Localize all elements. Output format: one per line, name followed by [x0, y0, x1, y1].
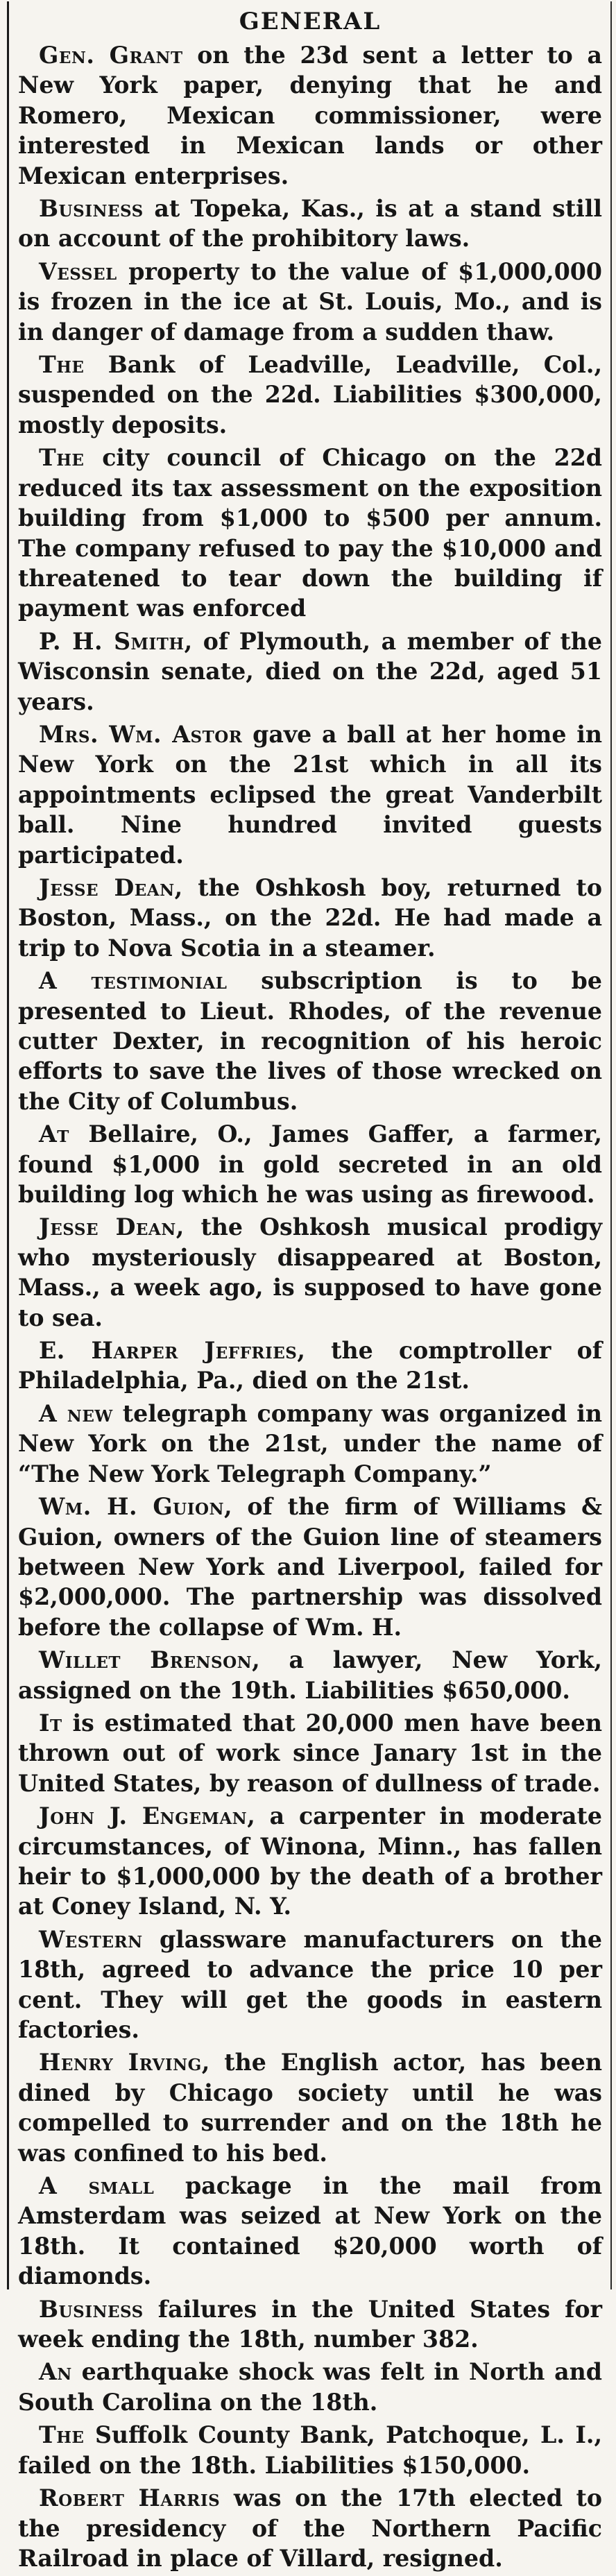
- column-rule-left: [7, 1, 9, 2289]
- item-lead: Gen. Grant: [39, 42, 183, 69]
- item-text: earthquake shock was felt in North and South Carolina on the 18th.: [18, 2358, 602, 2416]
- news-item: [18, 1708, 602, 1798]
- item-lead: Wm. H. Guion: [39, 1493, 225, 1521]
- news-item: [18, 2483, 602, 2573]
- news-item: [18, 1492, 602, 1642]
- item-lead: The: [39, 351, 85, 379]
- item-lead: The: [39, 444, 85, 472]
- news-item: [18, 873, 602, 963]
- item-lead: Vessel: [39, 257, 117, 285]
- news-item: [18, 2357, 602, 2417]
- news-item: [18, 966, 602, 1116]
- item-text: , of Plymouth, a member of the Wisconsin senate, died on the 22d, aged 51 years.: [18, 627, 602, 715]
- item-lead: John J. Engeman: [39, 1802, 248, 1830]
- news-item: [18, 194, 602, 254]
- news-item: [18, 1119, 602, 1209]
- news-item: [18, 443, 602, 623]
- item-lead: An: [39, 2358, 72, 2386]
- item-text: Suffolk County Bank, Patchoque, L. I., failed on the 18th. Liabilities $150,000.: [18, 2421, 602, 2479]
- item-text: failures in the United States for week ending the 18th, number 382.: [18, 2295, 602, 2353]
- item-text: package in the mail from Amsterdam was seized at New York on the 18th. It contained $20,000 worth of diamonds.: [18, 2172, 602, 2290]
- item-lead: A small: [39, 2172, 155, 2200]
- item-lead: Business: [39, 2295, 144, 2323]
- item-text: , of the firm of Williams & Guion, owners of the Guion line of steamers between New York and Liverpool, failed for $2,000,000. The partnership was dissolved before the collapse of Wm. H.: [18, 1493, 602, 1641]
- item-text: , the comptroller of Philadelphia, Pa., died on the 21st.: [18, 1337, 602, 1394]
- news-item: [18, 1645, 602, 1705]
- item-text: gave a ball at her home in New York on the 21st which in all its appointments eclipsed the great Vanderbilt ball. Nine hundred invited guests participated.: [18, 720, 602, 869]
- item-lead: At: [39, 1120, 69, 1148]
- item-text: , a lawyer, New York, assigned on the 19th. Liabilities $650,000.: [18, 1646, 602, 1704]
- news-item: [18, 2171, 602, 2292]
- section-heading: GENERAL: [239, 8, 382, 35]
- news-item: [18, 1212, 602, 1333]
- item-text: , a carpenter in moderate circumstances, of Winona, Minn., has fallen heir to $1,000,000 by the death of a brother at Coney Island, N. Y.: [18, 1802, 602, 1920]
- news-item: [18, 626, 602, 717]
- item-lead: E. Harper Jeffries: [39, 1337, 298, 1365]
- item-text: Bank of Leadville, Leadville, Col., suspended on the 22d. Liabilities $300,000, mostly deposits.: [18, 351, 602, 438]
- item-text: telegraph company was organized in New York on the 21st, under the name of “The New York Telegraph Company.”: [18, 1399, 602, 1487]
- item-lead: It: [39, 1709, 62, 1737]
- news-item: [18, 1925, 602, 2045]
- item-text: city council of Chicago on the 22d reduced its tax assessment on the exposition building from $1,000 to $500 per annum. The company refused to pay the $10,000 and threatened to tear down the building if payment was enforced: [18, 444, 602, 622]
- item-lead: P. H. Smith: [39, 627, 185, 655]
- news-item: [18, 1801, 602, 1922]
- item-text: on the 23d sent a letter to a New York paper, denying that he and Romero, Mexican commissioner, were interested in Mexican lands or other Mexican enterprises.: [18, 42, 602, 189]
- news-item: [18, 350, 602, 440]
- item-lead: Western: [39, 1925, 143, 1953]
- item-lead: Henry Irving: [39, 2049, 202, 2076]
- news-item: [18, 1336, 602, 1396]
- item-lead: A new: [39, 1399, 113, 1427]
- item-text: glassware manufacturers on the 18th, agreed to advance the price 10 per cent. They will get the goods in eastern factories.: [18, 1925, 602, 2043]
- item-lead: Jesse Dean: [39, 1213, 176, 1241]
- item-text: was on the 17th elected to the presidency of the Northern Pacific Railroad in place of Villard, resigned.: [18, 2484, 602, 2572]
- item-text: property to the value of $1,000,000 is frozen in the ice at St. Louis, Mo., and is in danger of damage from a sudden thaw.: [18, 257, 602, 346]
- item-lead: Willet Brenson: [39, 1646, 253, 1674]
- item-lead: Business: [39, 195, 144, 223]
- item-text: , the English actor, has been dined by Chicago society until he was compelled to surrender and on the 18th he was confined to his bed.: [18, 2049, 602, 2167]
- item-text: , the Oshkosh musical prodigy who mysteriously disappeared at Boston, Mass., a week ago, is supposed to have gone to sea.: [18, 1213, 602, 1331]
- news-item: [18, 719, 602, 870]
- news-item: [18, 2047, 602, 2168]
- news-item: [18, 2420, 602, 2480]
- item-text: subscription is to be presented to Lieut. Rhodes, of the revenue cutter Dexter, in recognition of his heroic efforts to save the lives of those wrecked on the City of Columbus.: [18, 967, 602, 1115]
- item-text: , the Oshkosh boy, returned to Boston, Mass., on the 22d. He had made a trip to Nova Scotia in a steamer.: [18, 873, 602, 962]
- item-lead: A testimonial: [39, 967, 228, 995]
- news-column: [18, 6, 602, 2576]
- item-text: at Topeka, Kas., is at a stand still on account of the prohibitory laws.: [18, 195, 602, 253]
- item-lead: Jesse Dean: [39, 873, 175, 901]
- news-item: [18, 1399, 602, 1489]
- item-lead: Mrs. Wm. Astor: [39, 720, 243, 748]
- item-text: is estimated that 20,000 men have been thrown out of work since Janary 1st in the United States, by reason of dullness of trade.: [18, 1709, 602, 1797]
- item-text: Bellaire, O., James Gaffer, a farmer, found $1,000 in gold secreted in an old building log which he was using as firewood.: [18, 1120, 602, 1209]
- item-lead: Robert Harris: [39, 2484, 221, 2512]
- item-lead: The: [39, 2421, 85, 2449]
- column-rule-right: [610, 1, 612, 2289]
- news-item: [18, 2294, 602, 2355]
- news-item: [18, 40, 602, 191]
- news-item: [18, 257, 602, 347]
